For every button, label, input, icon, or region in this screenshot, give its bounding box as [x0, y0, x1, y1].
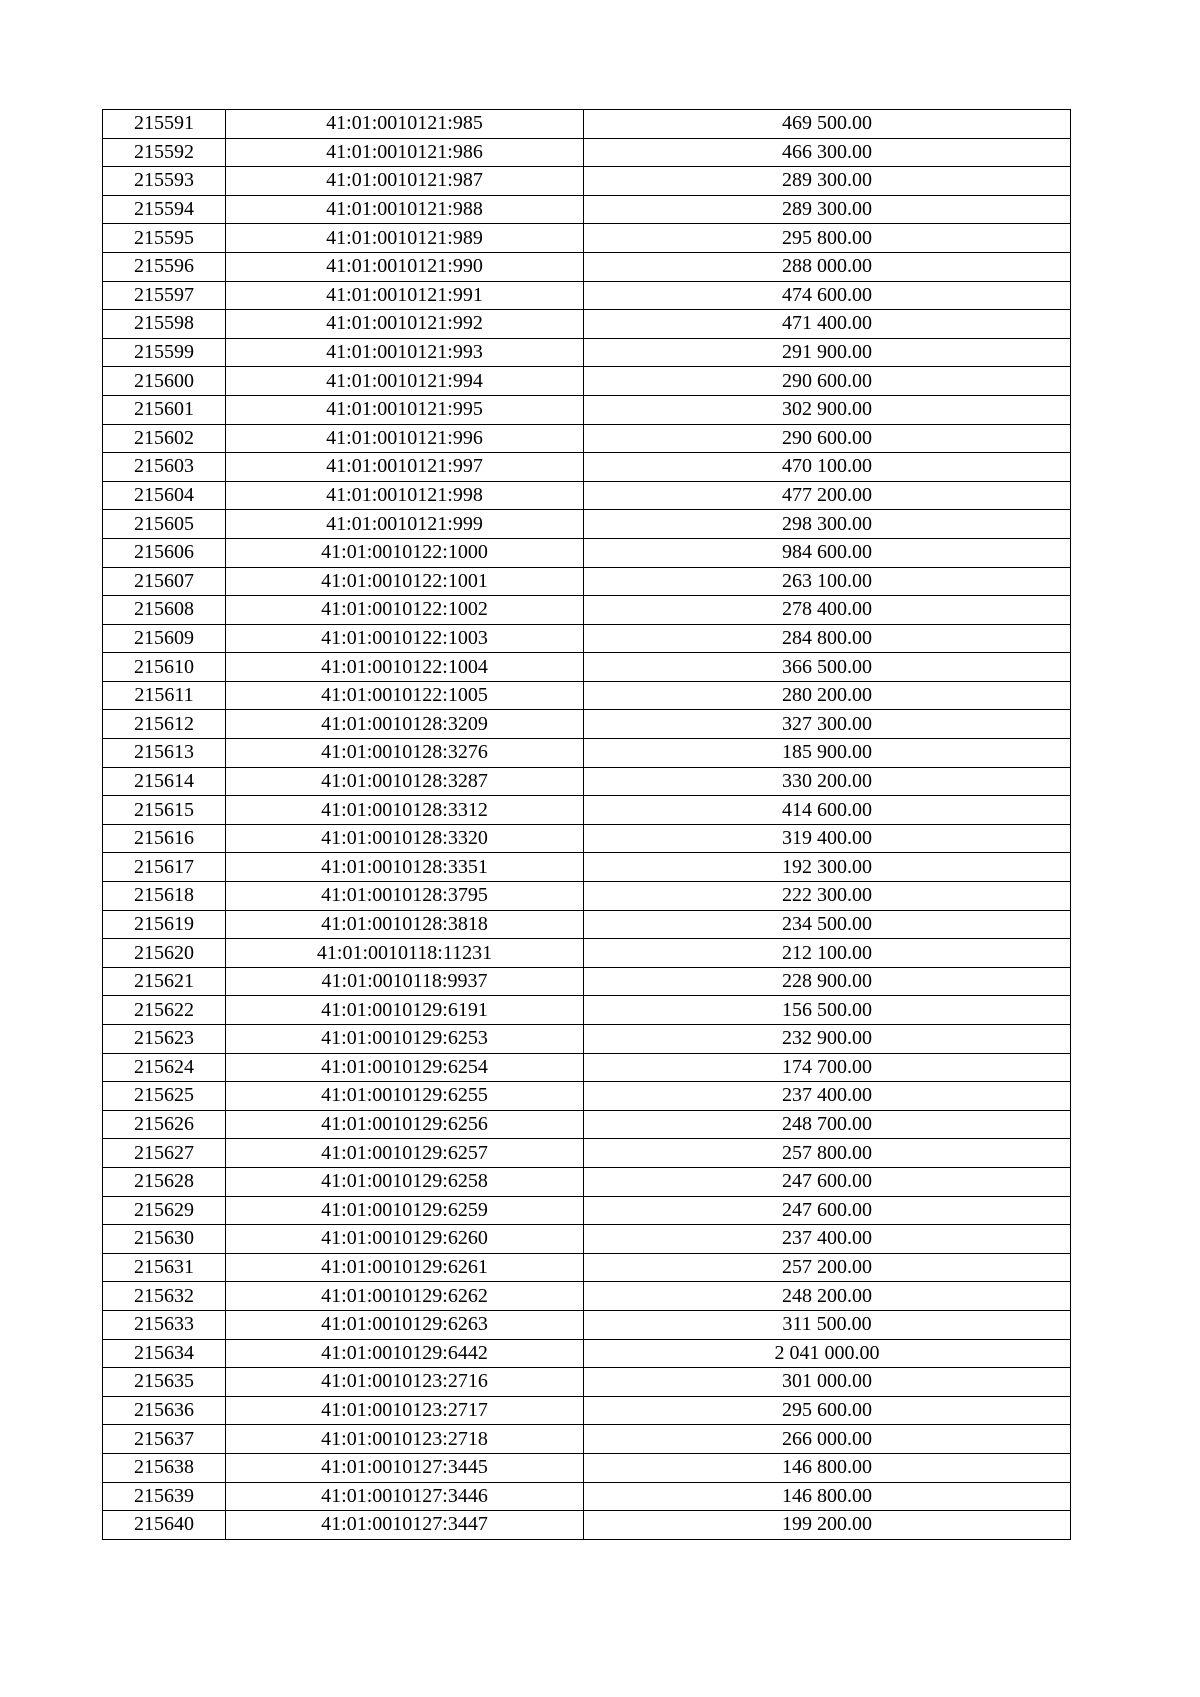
cadastral-value-cell: 470 100.00 [584, 453, 1071, 482]
cadastral-number-cell: 41:01:0010129:6259 [226, 1196, 584, 1225]
cadastral-value-cell: 278 400.00 [584, 596, 1071, 625]
cadastral-number-cell: 41:01:0010121:989 [226, 224, 584, 253]
cadastral-value-cell: 174 700.00 [584, 1053, 1071, 1082]
row-number-cell: 215595 [103, 224, 226, 253]
row-number-cell: 215594 [103, 195, 226, 224]
cadastral-value-cell: 327 300.00 [584, 710, 1071, 739]
cadastral-value-cell: 257 800.00 [584, 1139, 1071, 1168]
cadastral-number-cell: 41:01:0010123:2718 [226, 1425, 584, 1454]
cadastral-value-cell: 290 600.00 [584, 424, 1071, 453]
cadastral-number-cell: 41:01:0010127:3445 [226, 1453, 584, 1482]
table-row [103, 967, 1071, 996]
cadastral-number-cell: 41:01:0010121:993 [226, 338, 584, 367]
table-row [103, 996, 1071, 1025]
row-number-cell: 215614 [103, 767, 226, 796]
table-row [103, 138, 1071, 167]
cadastral-value-cell: 469 500.00 [584, 110, 1071, 139]
cadastral-value-cell: 248 200.00 [584, 1282, 1071, 1311]
row-number-cell: 215598 [103, 310, 226, 339]
cadastral-value-cell: 291 900.00 [584, 338, 1071, 367]
cadastral-value-cell: 301 000.00 [584, 1368, 1071, 1397]
table-row [103, 824, 1071, 853]
cadastral-value-cell: 366 500.00 [584, 653, 1071, 682]
cadastral-number-cell: 41:01:0010129:6263 [226, 1310, 584, 1339]
cadastral-number-cell: 41:01:0010121:999 [226, 510, 584, 539]
cadastral-number-cell: 41:01:0010129:6253 [226, 1025, 584, 1054]
cadastral-number-cell: 41:01:0010121:988 [226, 195, 584, 224]
row-number-cell: 215628 [103, 1167, 226, 1196]
table-row [103, 510, 1071, 539]
row-number-cell: 215627 [103, 1139, 226, 1168]
row-number-cell: 215604 [103, 481, 226, 510]
cadastral-number-cell: 41:01:0010122:1003 [226, 624, 584, 653]
row-number-cell: 215630 [103, 1225, 226, 1254]
table-row [103, 1425, 1071, 1454]
row-number-cell: 215609 [103, 624, 226, 653]
cadastral-number-cell: 41:01:0010123:2716 [226, 1368, 584, 1397]
row-number-cell: 215639 [103, 1482, 226, 1511]
row-number-cell: 215607 [103, 567, 226, 596]
table-row [103, 653, 1071, 682]
row-number-cell: 215636 [103, 1396, 226, 1425]
table-row [103, 538, 1071, 567]
table-row [103, 739, 1071, 768]
row-number-cell: 215623 [103, 1025, 226, 1054]
cadastral-value-cell: 2 041 000.00 [584, 1339, 1071, 1368]
cadastral-number-cell: 41:01:0010118:9937 [226, 967, 584, 996]
cadastral-number-cell: 41:01:0010128:3287 [226, 767, 584, 796]
table-row [103, 1368, 1071, 1397]
table-row [103, 1253, 1071, 1282]
cadastral-number-cell: 41:01:0010122:1002 [226, 596, 584, 625]
cadastral-number-cell: 41:01:0010118:11231 [226, 939, 584, 968]
row-number-cell: 215637 [103, 1425, 226, 1454]
cadastral-value-cell: 284 800.00 [584, 624, 1071, 653]
cadastral-value-cell: 234 500.00 [584, 910, 1071, 939]
cadastral-number-cell: 41:01:0010129:6262 [226, 1282, 584, 1311]
cadastral-number-cell: 41:01:0010122:1004 [226, 653, 584, 682]
cadastral-value-cell: 288 000.00 [584, 252, 1071, 281]
row-number-cell: 215600 [103, 367, 226, 396]
cadastral-value-cell: 298 300.00 [584, 510, 1071, 539]
cadastral-value-cell: 222 300.00 [584, 882, 1071, 911]
cadastral-number-cell: 41:01:0010121:994 [226, 367, 584, 396]
cadastral-number-cell: 41:01:0010128:3818 [226, 910, 584, 939]
cadastral-number-cell: 41:01:0010128:3312 [226, 796, 584, 825]
cadastral-value-cell: 466 300.00 [584, 138, 1071, 167]
cadastral-value-cell: 192 300.00 [584, 853, 1071, 882]
row-number-cell: 215603 [103, 453, 226, 482]
table-row [103, 624, 1071, 653]
table-row [103, 681, 1071, 710]
row-number-cell: 215613 [103, 739, 226, 768]
cadastral-value-cell: 295 600.00 [584, 1396, 1071, 1425]
table-row [103, 1310, 1071, 1339]
row-number-cell: 215599 [103, 338, 226, 367]
cadastral-value-cell: 414 600.00 [584, 796, 1071, 825]
table-row [103, 796, 1071, 825]
table-row [103, 1282, 1071, 1311]
row-number-cell: 215591 [103, 110, 226, 139]
row-number-cell: 215611 [103, 681, 226, 710]
cadastral-value-cell: 477 200.00 [584, 481, 1071, 510]
table-row [103, 195, 1071, 224]
table-row [103, 224, 1071, 253]
cadastral-value-cell: 266 000.00 [584, 1425, 1071, 1454]
table-row [103, 853, 1071, 882]
cadastral-number-cell: 41:01:0010128:3209 [226, 710, 584, 739]
cadastral-value-cell: 232 900.00 [584, 1025, 1071, 1054]
cadastral-value-cell: 280 200.00 [584, 681, 1071, 710]
row-number-cell: 215621 [103, 967, 226, 996]
row-number-cell: 215622 [103, 996, 226, 1025]
table-row [103, 1139, 1071, 1168]
table-row [103, 910, 1071, 939]
table-row [103, 1082, 1071, 1111]
cadastral-number-cell: 41:01:0010121:987 [226, 167, 584, 196]
cadastral-number-cell: 41:01:0010121:985 [226, 110, 584, 139]
cadastral-number-cell: 41:01:0010123:2717 [226, 1396, 584, 1425]
cadastral-value-cell: 199 200.00 [584, 1511, 1071, 1540]
table-row [103, 1025, 1071, 1054]
row-number-cell: 215633 [103, 1310, 226, 1339]
cadastral-number-cell: 41:01:0010129:6256 [226, 1110, 584, 1139]
cadastral-value-cell: 212 100.00 [584, 939, 1071, 968]
row-number-cell: 215592 [103, 138, 226, 167]
row-number-cell: 215625 [103, 1082, 226, 1111]
table-row [103, 1339, 1071, 1368]
row-number-cell: 215640 [103, 1511, 226, 1540]
row-number-cell: 215624 [103, 1053, 226, 1082]
table-row [103, 1396, 1071, 1425]
cadastral-value-cell: 289 300.00 [584, 195, 1071, 224]
table-row [103, 1511, 1071, 1540]
cadastral-value-cell: 290 600.00 [584, 367, 1071, 396]
table-row [103, 767, 1071, 796]
cadastral-value-table [102, 109, 1071, 1540]
cadastral-number-cell: 41:01:0010121:990 [226, 252, 584, 281]
table-row [103, 1225, 1071, 1254]
cadastral-number-cell: 41:01:0010121:991 [226, 281, 584, 310]
cadastral-number-cell: 41:01:0010129:6191 [226, 996, 584, 1025]
cadastral-number-cell: 41:01:0010122:1001 [226, 567, 584, 596]
table-row [103, 567, 1071, 596]
cadastral-value-cell: 247 600.00 [584, 1196, 1071, 1225]
table-row [103, 395, 1071, 424]
row-number-cell: 215629 [103, 1196, 226, 1225]
cadastral-number-cell: 41:01:0010128:3795 [226, 882, 584, 911]
cadastral-value-cell: 311 500.00 [584, 1310, 1071, 1339]
row-number-cell: 215618 [103, 882, 226, 911]
cadastral-value-cell: 146 800.00 [584, 1482, 1071, 1511]
cadastral-value-cell: 146 800.00 [584, 1453, 1071, 1482]
table-row [103, 110, 1071, 139]
cadastral-number-cell: 41:01:0010129:6260 [226, 1225, 584, 1254]
table-row [103, 1167, 1071, 1196]
table-row [103, 1110, 1071, 1139]
row-number-cell: 215635 [103, 1368, 226, 1397]
cadastral-value-cell: 185 900.00 [584, 739, 1071, 768]
cadastral-value-cell: 302 900.00 [584, 395, 1071, 424]
table-row [103, 1482, 1071, 1511]
cadastral-number-cell: 41:01:0010122:1005 [226, 681, 584, 710]
cadastral-number-cell: 41:01:0010129:6254 [226, 1053, 584, 1082]
cadastral-value-cell: 247 600.00 [584, 1167, 1071, 1196]
table-body [103, 110, 1071, 1540]
row-number-cell: 215616 [103, 824, 226, 853]
row-number-cell: 215619 [103, 910, 226, 939]
table-row [103, 252, 1071, 281]
table-row [103, 453, 1071, 482]
table-row [103, 1453, 1071, 1482]
cadastral-number-cell: 41:01:0010121:995 [226, 395, 584, 424]
row-number-cell: 215602 [103, 424, 226, 453]
cadastral-value-cell: 474 600.00 [584, 281, 1071, 310]
table-row [103, 310, 1071, 339]
table-row [103, 710, 1071, 739]
cadastral-number-cell: 41:01:0010129:6257 [226, 1139, 584, 1168]
cadastral-value-cell: 471 400.00 [584, 310, 1071, 339]
row-number-cell: 215631 [103, 1253, 226, 1282]
row-number-cell: 215632 [103, 1282, 226, 1311]
row-number-cell: 215626 [103, 1110, 226, 1139]
table-row [103, 367, 1071, 396]
row-number-cell: 215593 [103, 167, 226, 196]
cadastral-number-cell: 41:01:0010128:3351 [226, 853, 584, 882]
cadastral-value-cell: 257 200.00 [584, 1253, 1071, 1282]
cadastral-value-cell: 263 100.00 [584, 567, 1071, 596]
row-number-cell: 215620 [103, 939, 226, 968]
cadastral-number-cell: 41:01:0010121:996 [226, 424, 584, 453]
table-row [103, 167, 1071, 196]
table-row [103, 882, 1071, 911]
row-number-cell: 215617 [103, 853, 226, 882]
row-number-cell: 215605 [103, 510, 226, 539]
table-row [103, 939, 1071, 968]
cadastral-number-cell: 41:01:0010128:3320 [226, 824, 584, 853]
cadastral-value-cell: 156 500.00 [584, 996, 1071, 1025]
cadastral-number-cell: 41:01:0010121:998 [226, 481, 584, 510]
cadastral-value-cell: 289 300.00 [584, 167, 1071, 196]
row-number-cell: 215601 [103, 395, 226, 424]
table-row [103, 424, 1071, 453]
row-number-cell: 215597 [103, 281, 226, 310]
cadastral-number-cell: 41:01:0010121:986 [226, 138, 584, 167]
row-number-cell: 215638 [103, 1453, 226, 1482]
cadastral-number-cell: 41:01:0010128:3276 [226, 739, 584, 768]
cadastral-number-cell: 41:01:0010129:6258 [226, 1167, 584, 1196]
cadastral-number-cell: 41:01:0010121:992 [226, 310, 584, 339]
cadastral-value-cell: 295 800.00 [584, 224, 1071, 253]
table-row [103, 596, 1071, 625]
cadastral-number-cell: 41:01:0010127:3446 [226, 1482, 584, 1511]
cadastral-value-cell: 319 400.00 [584, 824, 1071, 853]
cadastral-value-cell: 237 400.00 [584, 1082, 1071, 1111]
cadastral-number-cell: 41:01:0010127:3447 [226, 1511, 584, 1540]
cadastral-number-cell: 41:01:0010121:997 [226, 453, 584, 482]
cadastral-value-cell: 330 200.00 [584, 767, 1071, 796]
row-number-cell: 215608 [103, 596, 226, 625]
row-number-cell: 215615 [103, 796, 226, 825]
table-row [103, 338, 1071, 367]
row-number-cell: 215610 [103, 653, 226, 682]
table-row [103, 281, 1071, 310]
table-row [103, 1196, 1071, 1225]
row-number-cell: 215612 [103, 710, 226, 739]
row-number-cell: 215596 [103, 252, 226, 281]
cadastral-value-cell: 237 400.00 [584, 1225, 1071, 1254]
cadastral-number-cell: 41:01:0010129:6442 [226, 1339, 584, 1368]
cadastral-value-cell: 984 600.00 [584, 538, 1071, 567]
cadastral-number-cell: 41:01:0010122:1000 [226, 538, 584, 567]
row-number-cell: 215634 [103, 1339, 226, 1368]
cadastral-value-cell: 228 900.00 [584, 967, 1071, 996]
table-row [103, 481, 1071, 510]
row-number-cell: 215606 [103, 538, 226, 567]
cadastral-value-cell: 248 700.00 [584, 1110, 1071, 1139]
cadastral-number-cell: 41:01:0010129:6255 [226, 1082, 584, 1111]
cadastral-number-cell: 41:01:0010129:6261 [226, 1253, 584, 1282]
table-row [103, 1053, 1071, 1082]
